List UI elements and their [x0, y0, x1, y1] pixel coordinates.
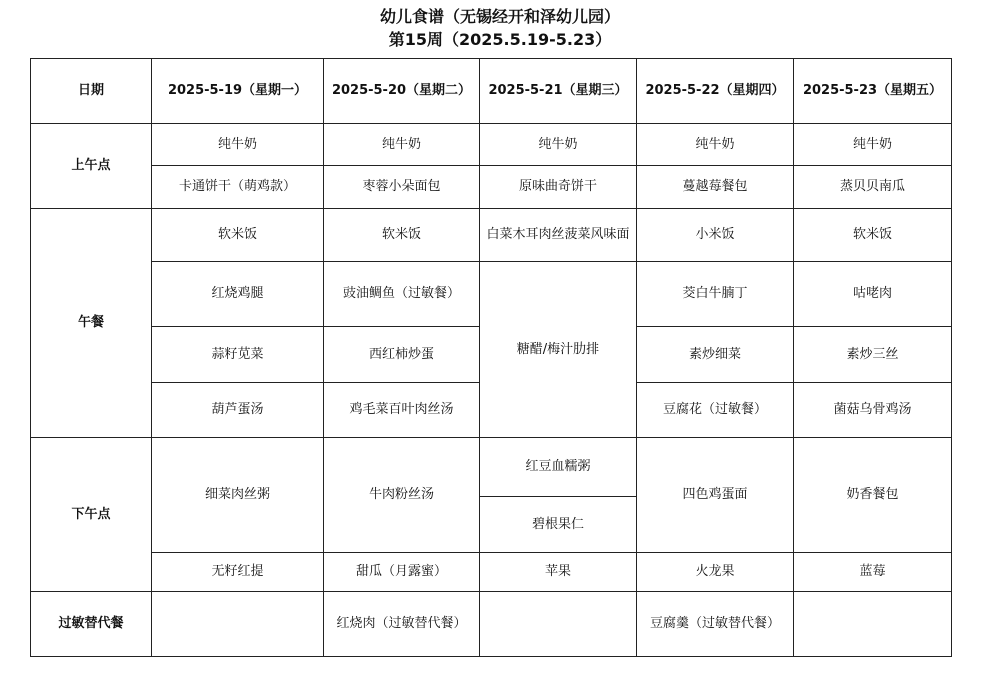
menu-cell: 纯牛奶	[794, 124, 952, 166]
menu-cell: 红烧鸡腿	[152, 262, 324, 327]
menu-cell: 软米饭	[152, 209, 324, 262]
menu-cell: 纯牛奶	[480, 124, 637, 166]
menu-cell: 火龙果	[637, 553, 794, 592]
menu-cell: 四色鸡蛋面	[637, 438, 794, 553]
menu-cell: 豉油鲷鱼（过敏餐）	[324, 262, 480, 327]
menu-cell: 纯牛奶	[324, 124, 480, 166]
menu-cell: 豆腐花（过敏餐）	[637, 383, 794, 438]
day-header-mon: 2025-5-19（星期一）	[152, 59, 324, 124]
menu-cell: 红烧肉（过敏替代餐）	[324, 592, 480, 657]
day-header-wed: 2025-5-21（星期三）	[480, 59, 637, 124]
menu-cell: 纯牛奶	[637, 124, 794, 166]
menu-cell: 牛肉粉丝汤	[324, 438, 480, 553]
menu-cell: 细菜肉丝粥	[152, 438, 324, 553]
menu-cell: 无籽红提	[152, 553, 324, 592]
header-row	[31, 59, 952, 124]
menu-cell: 豆腐羹（过敏替代餐）	[637, 592, 794, 657]
menu-cell: 纯牛奶	[152, 124, 324, 166]
day-header-thu: 2025-5-22（星期四）	[637, 59, 794, 124]
morning-row-2	[31, 166, 952, 209]
menu-cell: 西红柿炒蛋	[324, 327, 480, 383]
menu-cell: 鸡毛菜百叶肉丝汤	[324, 383, 480, 438]
menu-cell: 小米饭	[637, 209, 794, 262]
menu-cell: 红豆血糯粥	[480, 438, 637, 497]
menu-cell: 茭白牛腩丁	[637, 262, 794, 327]
menu-cell: 蔓越莓餐包	[637, 166, 794, 209]
menu-cell: 软米饭	[794, 209, 952, 262]
menu-cell: 素炒细菜	[637, 327, 794, 383]
lunch-row-2	[31, 262, 952, 327]
day-header-fri: 2025-5-23（星期五）	[794, 59, 952, 124]
afternoon-row-1	[31, 438, 952, 497]
menu-cell: 葫芦蛋汤	[152, 383, 324, 438]
allergy-label: 过敏替代餐	[31, 592, 152, 657]
menu-cell: 菌菇乌骨鸡汤	[794, 383, 952, 438]
menu-cell: 奶香餐包	[794, 438, 952, 553]
day-header-tue: 2025-5-20（星期二）	[324, 59, 480, 124]
menu-cell	[480, 592, 637, 657]
menu-cell: 原味曲奇饼干	[480, 166, 637, 209]
menu-cell: 软米饭	[324, 209, 480, 262]
menu-cell: 甜瓜（月露蜜）	[324, 553, 480, 592]
lunch-row-1	[31, 209, 952, 262]
menu-cell: 枣蓉小朵面包	[324, 166, 480, 209]
menu-cell: 素炒三丝	[794, 327, 952, 383]
menu-table	[30, 58, 952, 657]
lunch-label: 午餐	[31, 209, 152, 438]
menu-cell: 糖醋/梅汁肋排	[480, 262, 637, 438]
menu-cell: 白菜木耳肉丝菠菜风味面	[480, 209, 637, 262]
menu-cell: 蒸贝贝南瓜	[794, 166, 952, 209]
morning-row-1	[31, 124, 952, 166]
menu-cell: 蒜籽苋菜	[152, 327, 324, 383]
menu-cell: 碧根果仁	[480, 497, 637, 553]
menu-cell	[152, 592, 324, 657]
menu-cell	[794, 592, 952, 657]
date-label: 日期	[31, 59, 152, 124]
page-title: 幼儿食谱（无锡经开和泽幼儿园）	[379, 7, 620, 26]
morning-snack-label: 上午点	[31, 124, 152, 209]
menu-cell: 蓝莓	[794, 553, 952, 592]
page-subtitle: 第15周（2025.5.19-5.23）	[388, 30, 612, 49]
fruit-row	[31, 553, 952, 592]
menu-cell: 卡通饼干（萌鸡款）	[152, 166, 324, 209]
allergy-row	[31, 592, 952, 657]
afternoon-snack-label: 下午点	[31, 438, 152, 592]
menu-cell: 苹果	[480, 553, 637, 592]
menu-cell: 咕咾肉	[794, 262, 952, 327]
